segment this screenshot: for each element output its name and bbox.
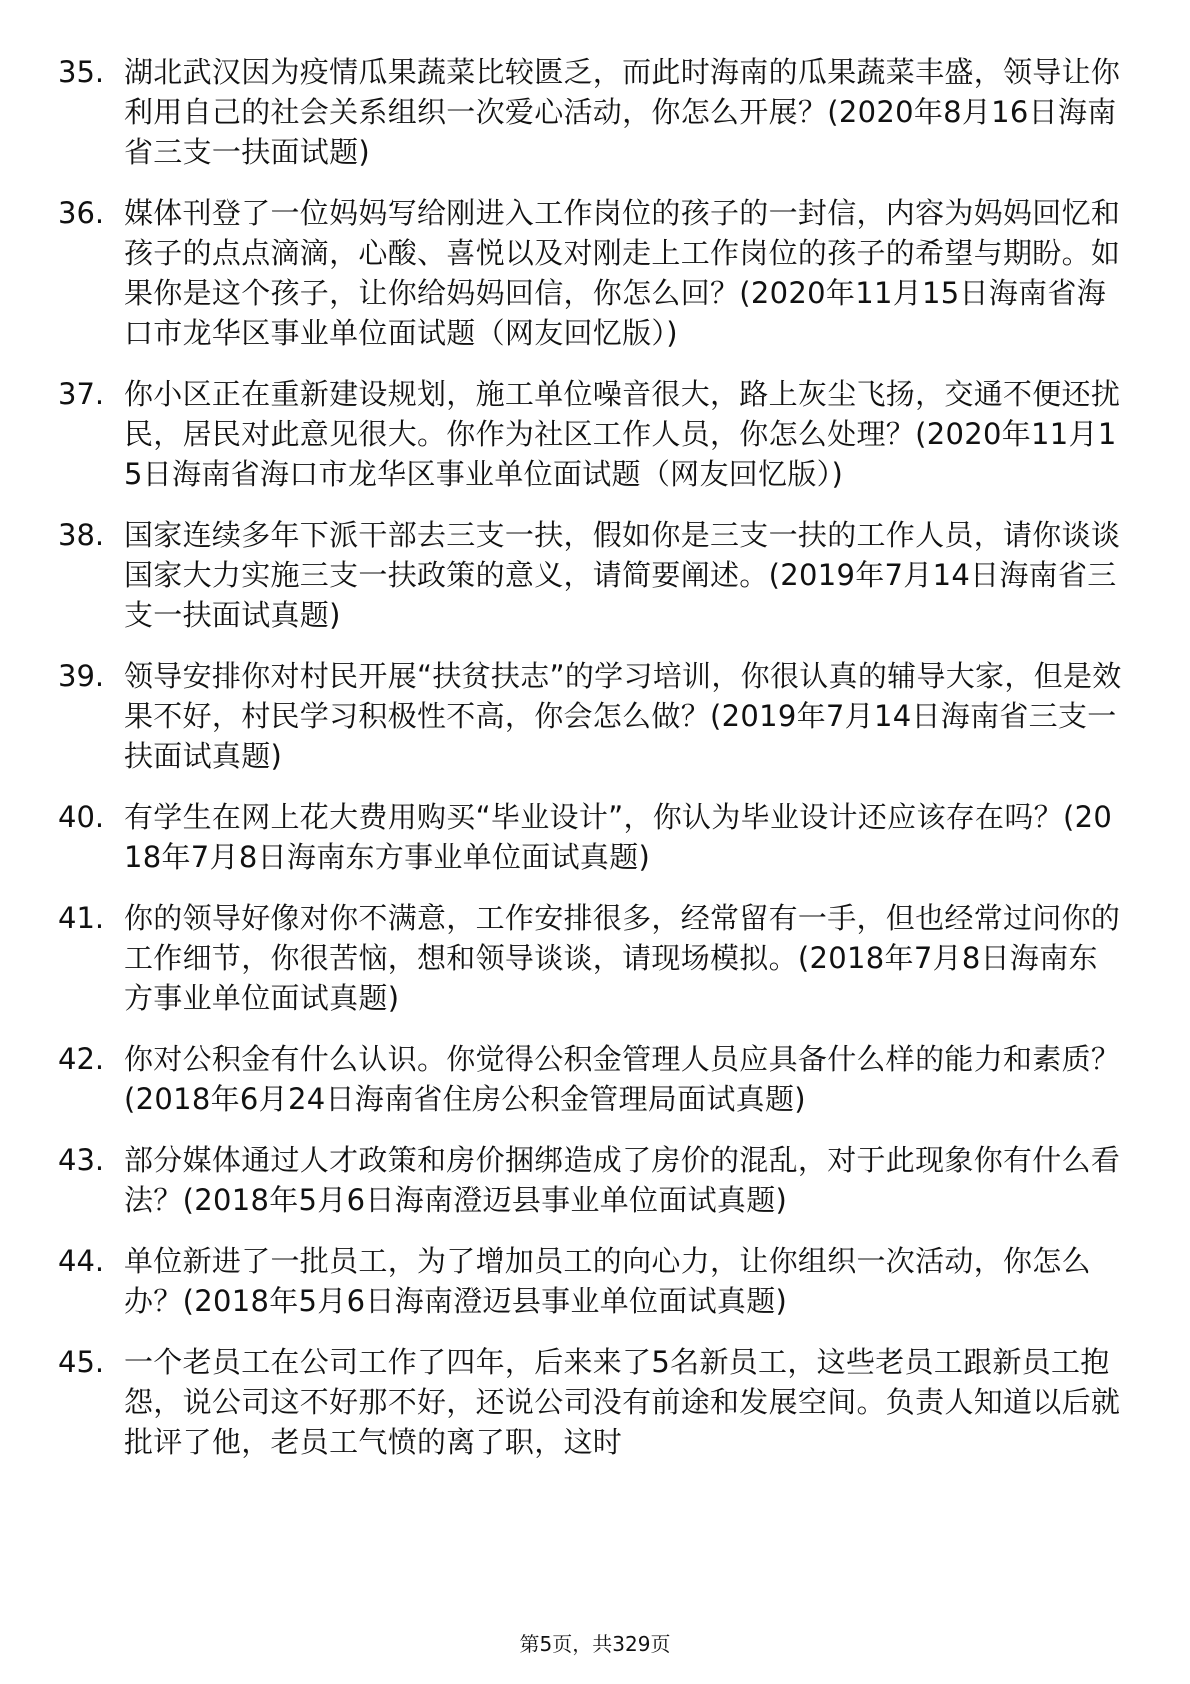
- question-item: [58, 1342, 1138, 1462]
- question-text: 媒体刊登了一位妈妈写给刚进入工作岗位的孩子的一封信，内容为妈妈回忆和孩子的点点滴滴，心酸、喜悦以及对刚走上工作岗位的孩子的希望与期盼。如果你是这个孩子，让你给妈妈回信，你怎么回？(2020年11月15日海南省海口市龙华区事业单位面试题（网友回忆版）): [124, 196, 1121, 350]
- question-text: 部分媒体通过人才政策和房价捆绑造成了房价的混乱，对于此现象你有什么看法？(2018年5月6日海南澄迈县事业单位面试真题): [124, 1143, 1121, 1217]
- question-text: 湖北武汉因为疫情瓜果蔬菜比较匮乏，而此时海南的瓜果蔬菜丰盛，领导让你利用自己的社会关系组织一次爱心活动，你怎么开展？(2020年8月16日海南省三支一扶面试题): [124, 55, 1121, 169]
- question-text: 你对公积金有什么认识。你觉得公积金管理人员应具备什么样的能力和素质？(2018年6月24日海南省住房公积金管理局面试真题): [124, 1042, 1121, 1116]
- question-text: 有学生在网上花大费用购买“毕业设计”，你认为毕业设计还应该存在吗？(2018年7月8日海南东方事业单位面试真题): [124, 800, 1113, 874]
- question-number: 36.: [58, 196, 105, 230]
- question-list: [58, 52, 1138, 1483]
- question-item: [58, 374, 1138, 494]
- question-item: [58, 1039, 1138, 1119]
- question-number: 37.: [58, 377, 105, 411]
- question-item: [58, 797, 1138, 877]
- question-number: 35.: [58, 55, 105, 89]
- question-number: 42.: [58, 1042, 105, 1076]
- question-text: 领导安排你对村民开展“扶贫扶志”的学习培训，你很认真的辅导大家，但是效果不好，村民学习积极性不高，你会怎么做？(2019年7月14日海南省三支一扶面试真题): [124, 659, 1122, 773]
- question-item: [58, 898, 1138, 1018]
- question-text: 国家连续多年下派干部去三支一扶，假如你是三支一扶的工作人员，请你谈谈国家大力实施三支一扶政策的意义，请简要阐述。(2019年7月14日海南省三支一扶面试真题): [124, 518, 1121, 632]
- page-footer: 第5页，共329页: [519, 1632, 671, 1656]
- question-item: [58, 656, 1138, 776]
- question-item: [58, 193, 1138, 353]
- question-text: 单位新进了一批员工，为了增加员工的向心力，让你组织一次活动，你怎么办？(2018年5月6日海南澄迈县事业单位面试真题): [124, 1244, 1091, 1318]
- question-number: 38.: [58, 518, 105, 552]
- question-item: [58, 1140, 1138, 1220]
- question-text: 你的领导好像对你不满意，工作安排很多，经常留有一手，但也经常过问你的工作细节，你很苦恼，想和领导谈谈，请现场模拟。(2018年7月8日海南东方事业单位面试真题): [124, 901, 1121, 1015]
- question-number: 39.: [58, 659, 105, 693]
- question-number: 43.: [58, 1143, 105, 1177]
- question-item: [58, 515, 1138, 635]
- question-number: 45.: [58, 1345, 105, 1379]
- question-item: [58, 1241, 1138, 1321]
- question-number: 41.: [58, 901, 105, 935]
- question-number: 40.: [58, 800, 105, 834]
- question-item: [58, 52, 1138, 172]
- question-number: 44.: [58, 1244, 105, 1278]
- question-text: 你小区正在重新建设规划，施工单位噪音很大，路上灰尘飞扬，交通不便还扰民，居民对此意见很大。你作为社区工作人员，你怎么处理？(2020年11月15日海南省海口市龙华区事业单位面试题（网友回忆版）): [124, 377, 1121, 491]
- question-text: 一个老员工在公司工作了四年，后来来了5名新员工，这些老员工跟新员工抱怨，说公司这不好那不好，还说公司没有前途和发展空间。负责人知道以后就批评了他，老员工气愤的离了职，这时: [124, 1345, 1121, 1459]
